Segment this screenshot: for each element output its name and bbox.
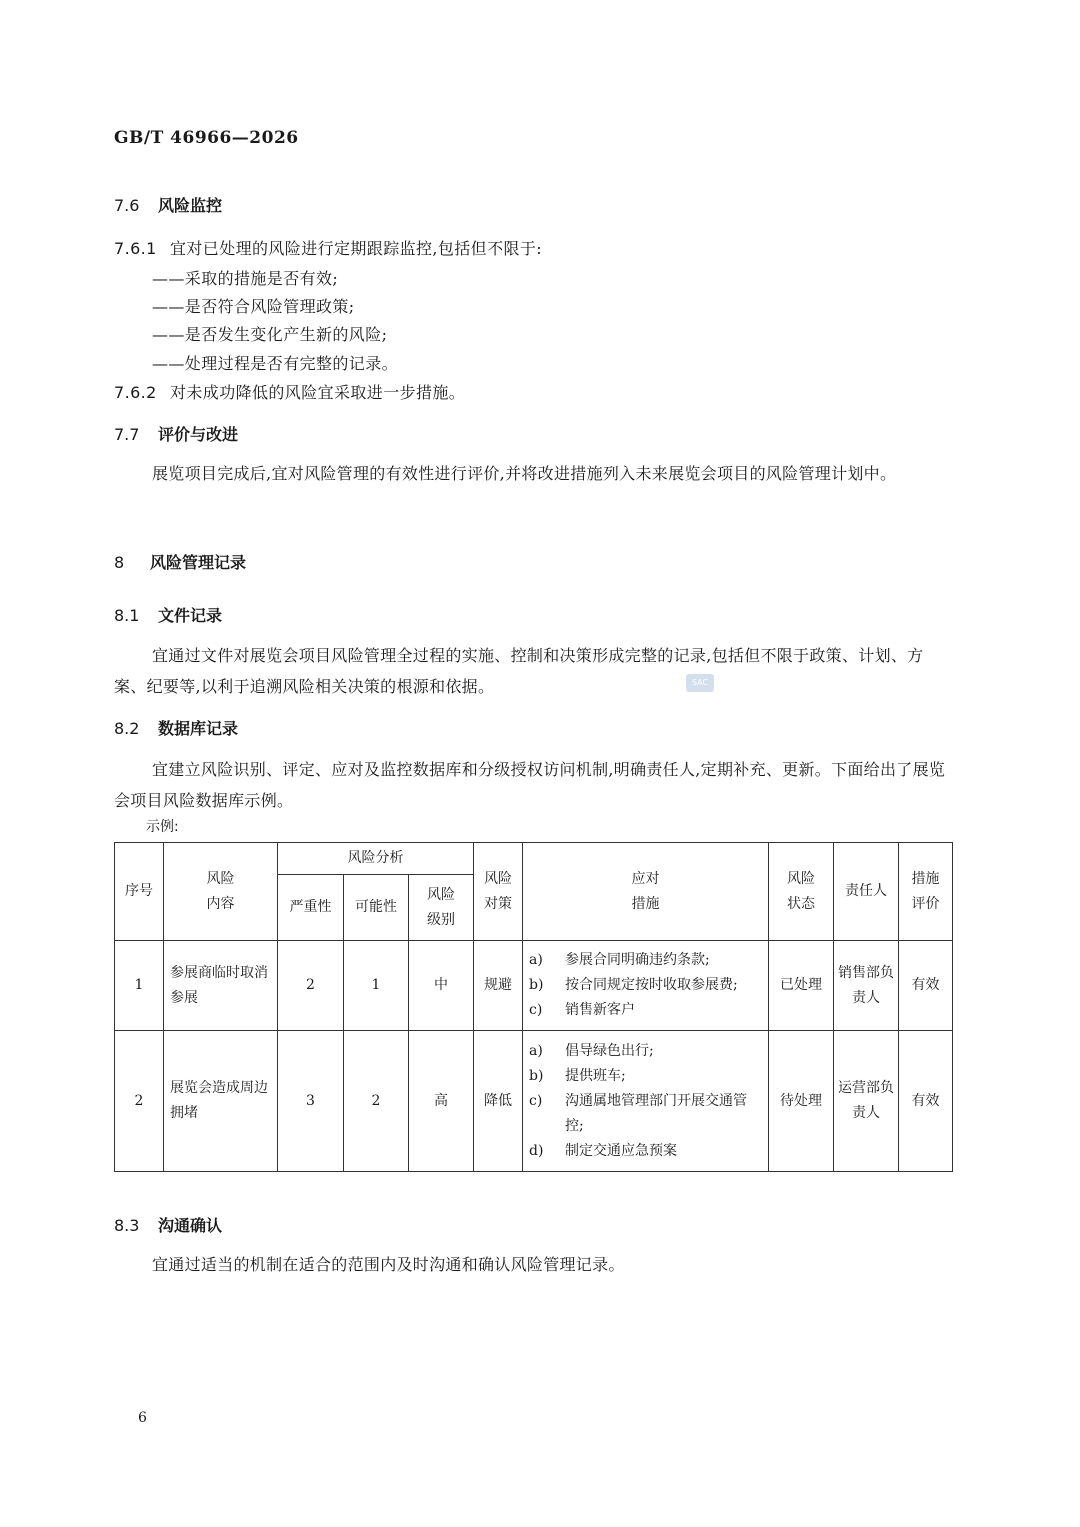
- section-title: 数据库记录: [158, 719, 239, 738]
- cell-seq: 2: [115, 1031, 164, 1172]
- table-row: [115, 1031, 953, 1172]
- section-number: 8.2: [114, 719, 140, 738]
- cell-severity: 2: [278, 941, 344, 1031]
- section-title: 风险管理记录: [150, 553, 247, 572]
- header-seq: 序号: [115, 843, 164, 941]
- measure-item: d) 制定交通应急预案: [529, 1142, 678, 1159]
- cell-seq: 1: [115, 941, 164, 1031]
- measure-item: c) 沟通属地管理部门开展交通管控;: [529, 1092, 748, 1134]
- header-likelihood: 可能性: [344, 875, 409, 941]
- section-title: 风险监控: [158, 196, 223, 215]
- header-owner: 责任人: [834, 843, 899, 941]
- header-content: 风险 内容: [164, 843, 278, 941]
- section-8-2-paragraph: 宜建立风险识别、评定、应对及监控数据库和分级授权访问机制,明确责任人,定期补充、更新。下面给出了展览会项目风险数据库示例。: [114, 760, 946, 810]
- chapter-8-heading: [114, 550, 246, 573]
- table-row: [115, 941, 953, 1031]
- document-code: GB/T 46966—2026: [114, 128, 299, 148]
- example-label: 示例:: [146, 819, 179, 835]
- clause-text: 宜对已处理的风险进行定期跟踪监控,包括但不限于:: [170, 239, 543, 258]
- cell-eval: 有效: [899, 1031, 953, 1172]
- page-number: 6: [138, 1410, 147, 1426]
- header-severity: 严重性: [278, 875, 344, 941]
- clause-text: 对未成功降低的风险宜采取进一步措施。: [170, 383, 466, 402]
- section-number: 8: [114, 553, 125, 572]
- section-7-7-heading: [114, 422, 238, 445]
- watermark-logo: SAC: [686, 674, 714, 692]
- cell-strategy: 降低: [474, 1031, 523, 1172]
- measure-item: b) 提供班车;: [529, 1067, 626, 1084]
- header-analysis: 风险分析: [278, 843, 474, 875]
- list-item: ——是否符合风险管理政策;: [152, 297, 355, 316]
- cell-content: 展览会造成周边拥堵: [164, 1031, 278, 1172]
- section-8-1-heading: [114, 603, 222, 626]
- cell-owner: 销售部负责人: [834, 941, 899, 1031]
- section-number: 7.7: [114, 425, 140, 444]
- header-strategy: 风险 对策: [474, 843, 523, 941]
- section-8-1-paragraph: 宜通过文件对展览会项目风险管理全过程的实施、控制和决策形成完整的记录,包括但不限于政策、计划、方案、纪要等,以利于追溯风险相关决策的根源和依据。: [114, 646, 924, 696]
- header-eval: 措施 评价: [899, 843, 953, 941]
- section-7-6-heading: [114, 193, 222, 216]
- cell-severity: 3: [278, 1031, 344, 1172]
- section-number: 8.3: [114, 1216, 140, 1235]
- section-8-2-heading: [114, 716, 238, 739]
- section-title: 评价与改进: [158, 425, 239, 444]
- cell-strategy: 规避: [474, 941, 523, 1031]
- cell-likelihood: 1: [344, 941, 409, 1031]
- clause-number: 7.6.1: [114, 239, 157, 258]
- cell-measures: [523, 941, 769, 1031]
- clause-7-6-2: [114, 380, 465, 403]
- measure-item: a) 倡导绿色出行;: [529, 1042, 654, 1059]
- section-8-3-paragraph: 宜通过适当的机制在适合的范围内及时沟通和确认风险管理记录。: [152, 1255, 625, 1274]
- cell-content: 参展商临时取消参展: [164, 941, 278, 1031]
- measure-item: b) 按合同规定按时收取参展费;: [529, 977, 738, 993]
- cell-level: 中: [409, 941, 474, 1031]
- cell-eval: 有效: [899, 941, 953, 1031]
- clause-7-6-1: [114, 236, 542, 259]
- measure-item: c) 销售新客户: [529, 1002, 636, 1018]
- header-status: 风险 状态: [769, 843, 834, 941]
- cell-owner: 运营部负责人: [834, 1031, 899, 1172]
- clause-number: 7.6.2: [114, 383, 157, 402]
- section-title: 文件记录: [158, 606, 223, 625]
- section-number: 7.6: [114, 196, 140, 215]
- header-level: 风险 级别: [409, 875, 474, 941]
- cell-likelihood: 2: [344, 1031, 409, 1172]
- section-8-3-heading: [114, 1213, 222, 1236]
- list-item: ——采取的措施是否有效;: [152, 269, 339, 288]
- cell-status: 待处理: [769, 1031, 834, 1172]
- section-7-7-paragraph: 展览项目完成后,宜对风险管理的有效性进行评价,并将改进措施列入未来展览会项目的风险管理计划中。: [152, 464, 897, 483]
- section-title: 沟通确认: [158, 1216, 223, 1235]
- cell-measures: [523, 1031, 769, 1172]
- header-measures: 应对 措施: [523, 843, 769, 941]
- section-number: 8.1: [114, 606, 140, 625]
- list-item: ——处理过程是否有完整的记录。: [152, 354, 399, 373]
- measure-item: a) 参展合同明确违约条款;: [529, 952, 710, 968]
- cell-level: 高: [409, 1031, 474, 1172]
- cell-status: 已处理: [769, 941, 834, 1031]
- risk-database-table: [114, 842, 953, 1172]
- list-item: ——是否发生变化产生新的风险;: [152, 325, 388, 344]
